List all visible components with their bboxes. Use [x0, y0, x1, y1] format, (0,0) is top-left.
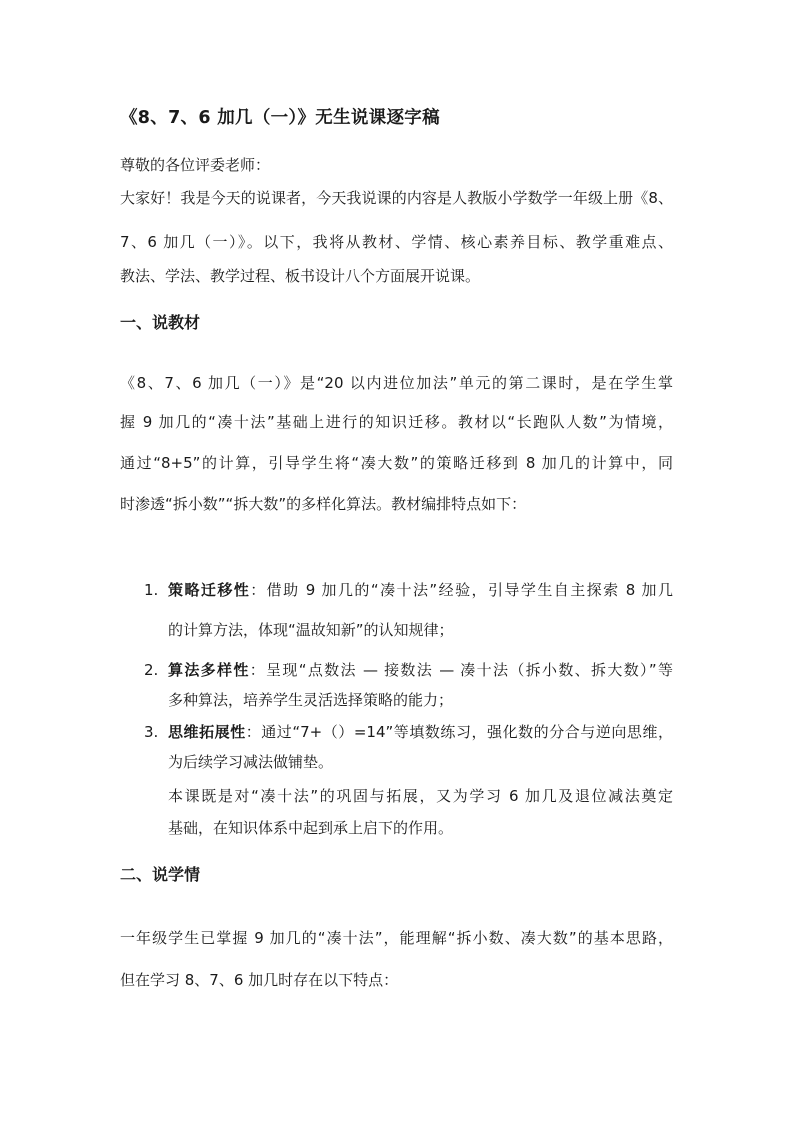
materials-summary-line-1: 本课既是对“凑十法”的巩固与拓展，又为学习 6 加几及退位减法奠定	[168, 787, 673, 805]
list-item-number: 1.	[144, 581, 159, 599]
intro-line-2: 7、6 加几（一）》。以下，我将从教材、学情、核心素养目标、教学重难点、	[120, 233, 673, 251]
learners-para-line-2: 但在学习 8、7、6 加几时存在以下特点：	[120, 971, 399, 989]
list-item-1-line-1: 策略迁移性：借助 9 加几的“凑十法”经验，引导学生自主探索 8 加几	[168, 581, 673, 599]
list-item-2-line-2: 多种算法，培养学生灵活选择策略的能力；	[168, 691, 454, 709]
learners-para-line-1: 一年级学生已掌握 9 加几的“凑十法”，能理解“拆小数、凑大数”的基本思路，	[120, 929, 673, 947]
list-item-3-line-2: 为后续学习减法做铺垫。	[168, 753, 334, 771]
page-title: 《8、7、6 加几（一）》无生说课逐字稿	[120, 108, 440, 128]
list-item-number: 3.	[144, 723, 159, 741]
materials-para-line-2: 握 9 加几的“凑十法”基础上进行的知识迁移。教材以“长跑队人数”为情境，	[120, 413, 673, 431]
list-item-2-line-1: 算法多样性：呈现“点数法 — 接数法 — 凑十法（拆小数、拆大数）”等	[168, 661, 673, 679]
list-item-1-line-2: 的计算方法，体现“温故知新”的认知规律；	[168, 621, 454, 639]
materials-summary-line-2: 基础，在知识体系中起到承上启下的作用。	[168, 819, 454, 837]
list-item-3-line-1: 思维拓展性：通过“7+（）=14”等填数练习，强化数的分合与逆向思维，	[168, 723, 673, 741]
materials-para-line-4: 时渗透“拆小数”“拆大数”的多样化算法。教材编排特点如下：	[120, 495, 527, 513]
intro-line-1: 大家好！我是今天的说课者，今天我说课的内容是人教版小学数学一年级上册《8、	[120, 189, 673, 207]
section-heading-learners: 二、说学情	[120, 865, 201, 884]
greeting: 尊敬的各位评委老师：	[120, 156, 271, 174]
materials-para-line-1: 《8、7、6 加几（一）》是“20 以内进位加法”单元的第二课时，是在学生掌	[120, 374, 673, 392]
section-heading-materials: 一、说教材	[120, 313, 201, 332]
materials-para-line-3: 通过“8+5”的计算，引导学生将“凑大数”的策略迁移到 8 加几的计算中，同	[120, 454, 673, 472]
intro-line-3: 教法、学法、教学过程、板书设计八个方面展开说课。	[120, 267, 481, 285]
list-item-number: 2.	[144, 661, 159, 679]
